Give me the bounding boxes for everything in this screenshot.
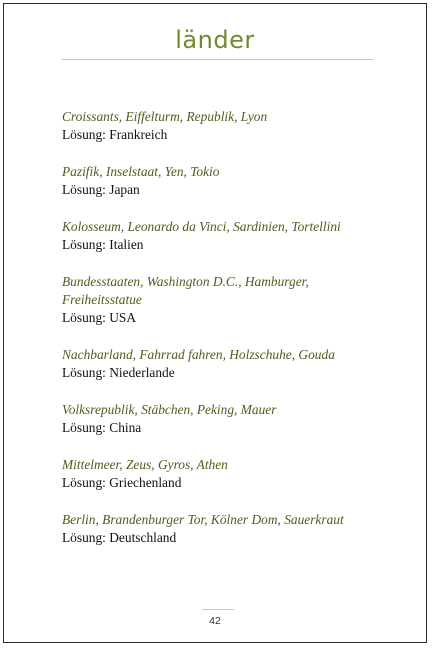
solution-value: Japan bbox=[109, 182, 140, 197]
page-title: länder bbox=[175, 26, 255, 54]
title-divider bbox=[62, 59, 374, 60]
entry-list bbox=[62, 108, 380, 566]
page bbox=[3, 3, 427, 643]
footer-divider bbox=[202, 609, 234, 610]
list-item bbox=[62, 108, 380, 144]
list-item bbox=[62, 346, 380, 382]
solution-line bbox=[62, 181, 380, 199]
solution-label: Lösung: bbox=[62, 127, 106, 142]
list-item bbox=[62, 273, 380, 327]
list-item bbox=[62, 456, 380, 492]
solution-line bbox=[62, 236, 380, 254]
list-item bbox=[62, 218, 380, 254]
solution-line bbox=[62, 309, 380, 327]
clue-text: Berlin, Brandenburger Tor, Kölner Dom, Sauerkraut bbox=[62, 512, 344, 527]
solution-label: Lösung: bbox=[62, 530, 106, 545]
clue-text: Kolosseum, Leonardo da Vinci, Sardinien, Tortellini bbox=[62, 219, 341, 234]
solution-label: Lösung: bbox=[62, 475, 106, 490]
solution-line bbox=[62, 419, 380, 437]
clue-text: Volksrepublik, Stäbchen, Peking, Mauer bbox=[62, 402, 277, 417]
solution-line bbox=[62, 529, 380, 547]
clue-text: Croissants, Eiffelturm, Republik, Lyon bbox=[62, 109, 268, 124]
solution-value: Niederlande bbox=[109, 365, 175, 380]
clue-text: Pazifik, Inselstaat, Yen, Tokio bbox=[62, 164, 220, 179]
list-item bbox=[62, 511, 380, 547]
solution-label: Lösung: bbox=[62, 420, 106, 435]
solution-value: Italien bbox=[109, 237, 144, 252]
list-item bbox=[62, 401, 380, 437]
solution-label: Lösung: bbox=[62, 310, 106, 325]
clue-text: Nachbarland, Fahrrad fahren, Holzschuhe, Gouda bbox=[62, 347, 335, 362]
solution-value: Frankreich bbox=[109, 127, 168, 142]
solution-value: China bbox=[109, 420, 142, 435]
solution-label: Lösung: bbox=[62, 365, 106, 380]
list-item bbox=[62, 163, 380, 199]
page-number: 42 bbox=[209, 615, 221, 627]
solution-label: Lösung: bbox=[62, 237, 106, 252]
solution-value: Griechenland bbox=[109, 475, 182, 490]
solution-value: USA bbox=[109, 310, 137, 325]
solution-line bbox=[62, 126, 380, 144]
clue-text: Mittelmeer, Zeus, Gyros, Athen bbox=[62, 457, 228, 472]
solution-line bbox=[62, 474, 380, 492]
solution-value: Deutschland bbox=[109, 530, 177, 545]
clue-text: Bundesstaaten, Washington D.C., Hamburger, Freiheitsstatue bbox=[62, 274, 309, 307]
solution-label: Lösung: bbox=[62, 182, 106, 197]
solution-line bbox=[62, 364, 380, 382]
